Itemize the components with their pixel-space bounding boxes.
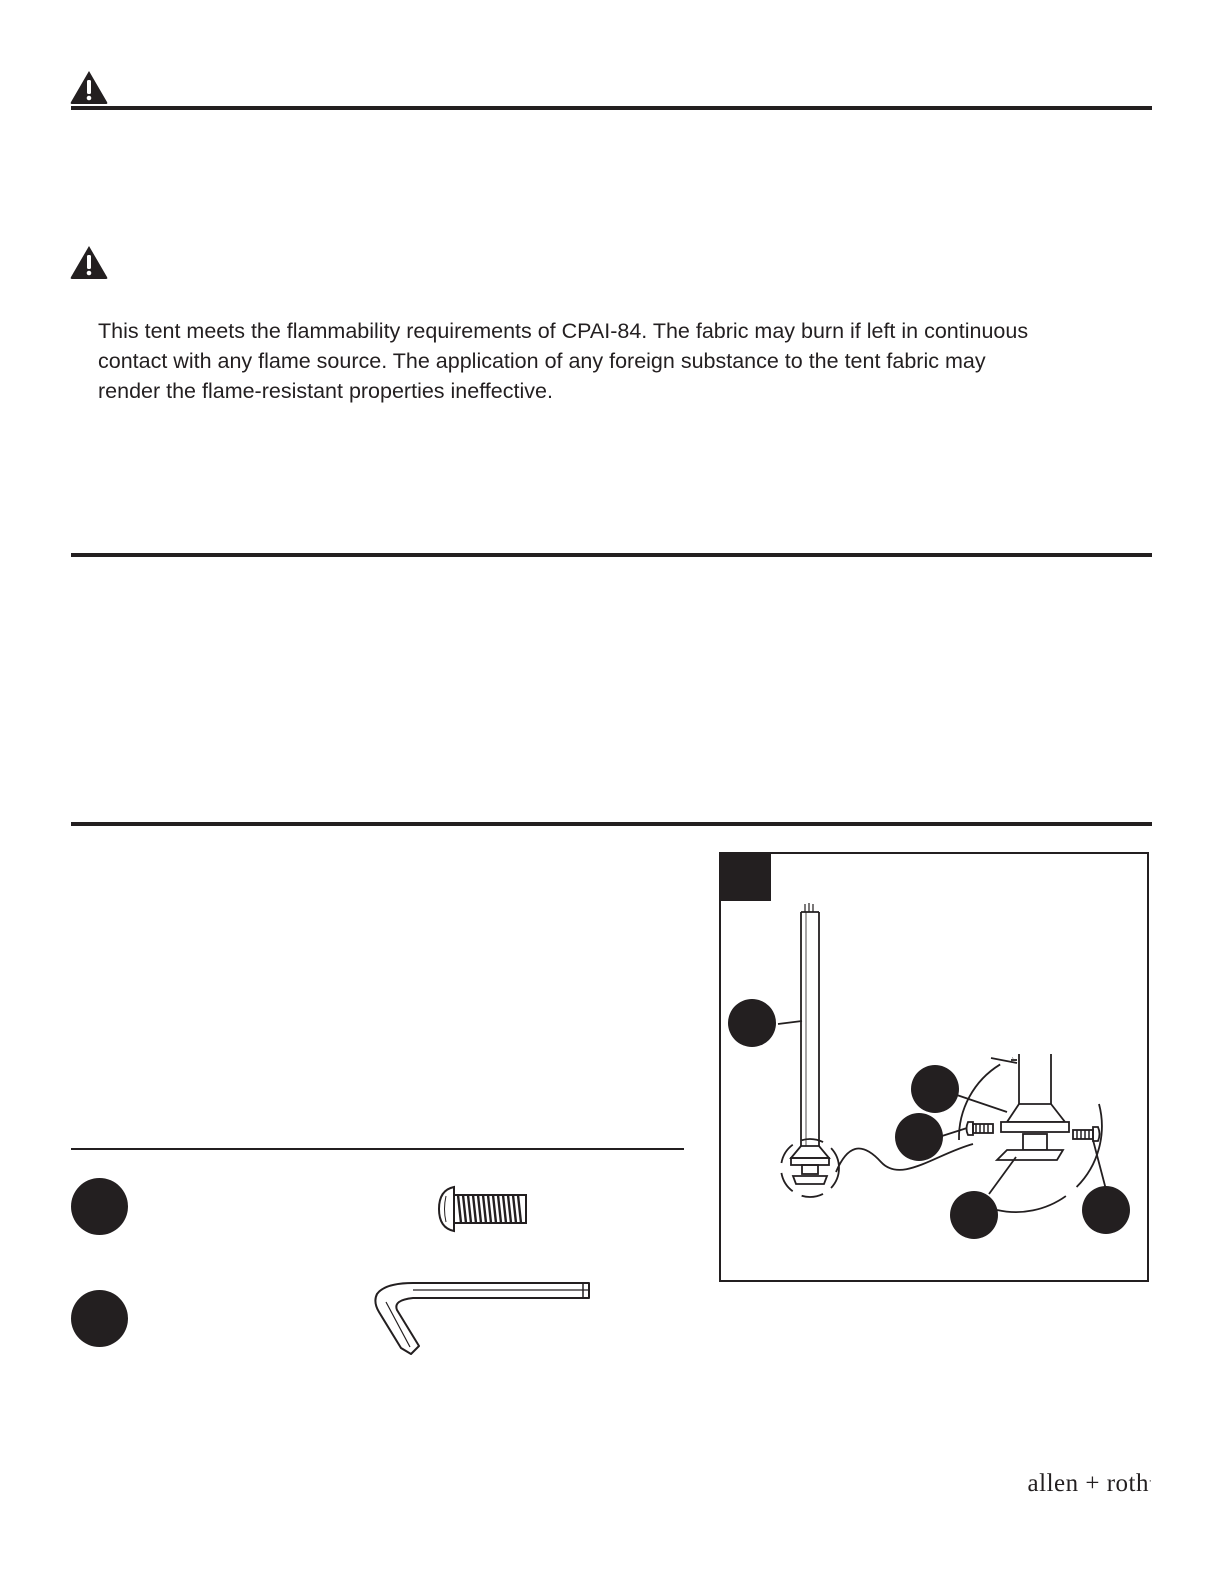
diagram-label-circle [911, 1065, 959, 1113]
diagram-label-circle [1082, 1186, 1130, 1234]
diagram-label-circle [950, 1191, 998, 1239]
warning-triangle-icon [69, 69, 109, 105]
brand-mark: . [1149, 1473, 1152, 1485]
section-rule [71, 822, 1152, 826]
allen-wrench-icon [373, 1280, 593, 1360]
hardware-label-circle [71, 1178, 128, 1235]
flammability-line: This tent meets the flammability requirements of CPAI-84. The fabric may burn if left in continuous [98, 319, 1029, 343]
diagram-label-circle [728, 999, 776, 1047]
diagram-label-circle [895, 1113, 943, 1161]
hardware-rule [71, 1148, 684, 1150]
brand-name: allen + roth [1027, 1470, 1149, 1497]
section-rule [71, 553, 1152, 557]
assembly-diagram-panel [719, 852, 1149, 1282]
flammability-line: contact with any flame source. The application of any foreign substance to the tent fabric may [98, 349, 986, 373]
warning-triangle-icon [69, 244, 109, 280]
hardware-label-circle [71, 1290, 128, 1347]
bolt-icon [436, 1184, 532, 1234]
flammability-warning-text [98, 316, 1158, 406]
brand-logo [1028, 1470, 1152, 1498]
top-rule [71, 106, 1152, 110]
flammability-line: render the flame-resistant properties ineffective. [98, 379, 553, 403]
